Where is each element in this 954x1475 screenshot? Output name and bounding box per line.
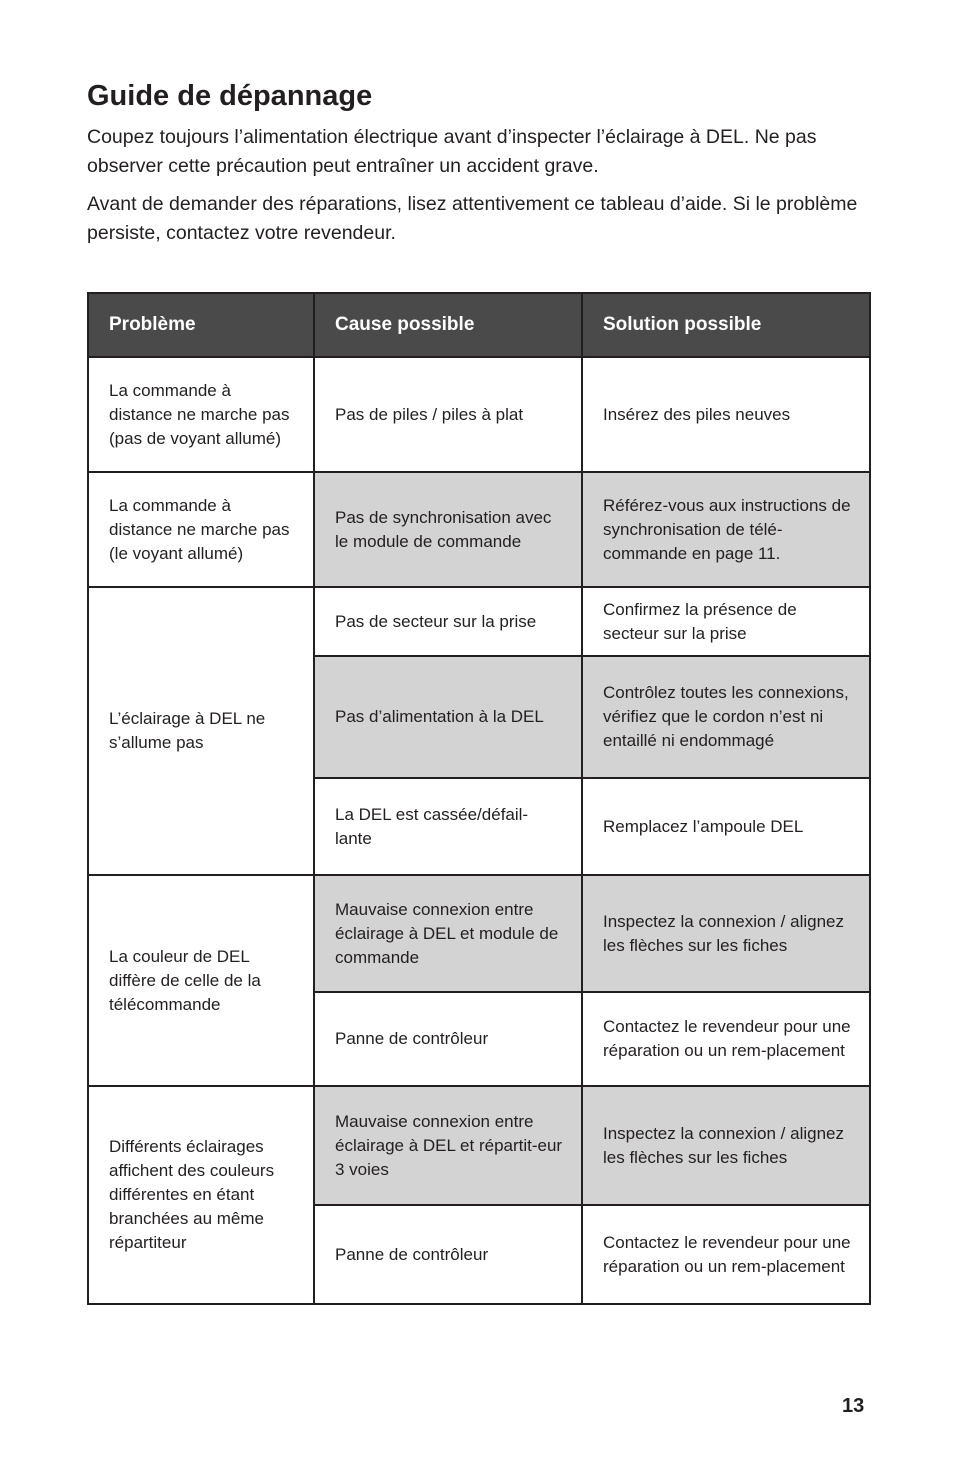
table-row	[88, 1086, 870, 1205]
cause-cell: Pas d’alimentation à la DEL	[314, 656, 582, 778]
solution-cell: Contactez le revendeur pour une réparation ou un rem-placement	[582, 1205, 870, 1304]
cause-cell: Mauvaise connexion entre éclairage à DEL et répartit-eur 3 voies	[314, 1086, 582, 1205]
table-row	[88, 357, 870, 472]
page-number: 13	[842, 1395, 865, 1417]
cause-cell: Pas de secteur sur la prise	[314, 587, 582, 656]
problem-cell: Différents éclairages affichent des couleurs différentes en étant branchées au même répartiteur	[88, 1086, 314, 1304]
cause-cell: Panne de contrôleur	[314, 992, 582, 1086]
cause-cell: La DEL est cassée/défail-lante	[314, 778, 582, 875]
intro-warning: Coupez toujours l’alimentation électrique avant d’inspecter l’éclairage à DEL. Ne pas observer cette précaution peut entraîner un accident grave.	[87, 126, 817, 177]
solution-cell: Contrôlez toutes les connexions, vérifiez que le cordon n’est ni entaillé ni endommagé	[582, 656, 870, 778]
header-cause: Cause possible	[314, 293, 582, 357]
problem-cell: La commande à distance ne marche pas (pas de voyant allumé)	[88, 357, 314, 472]
table-row	[88, 875, 870, 992]
solution-cell: Inspectez la connexion / alignez les flèches sur les fiches	[582, 875, 870, 992]
troubleshooting-table	[87, 292, 871, 1305]
solution-cell: Référez-vous aux instructions de synchronisation de télé-commande en page 11.	[582, 472, 870, 587]
problem-cell: L’éclairage à DEL ne s’allume pas	[88, 587, 314, 875]
table-row	[88, 472, 870, 587]
solution-cell: Contactez le revendeur pour une réparation ou un rem-placement	[582, 992, 870, 1086]
solution-cell: Confirmez la présence de secteur sur la prise	[582, 587, 870, 656]
cause-cell: Pas de synchronisation avec le module de commande	[314, 472, 582, 587]
problem-cell: La couleur de DEL diffère de celle de la télécommande	[88, 875, 314, 1086]
cause-cell: Pas de piles / piles à plat	[314, 357, 582, 472]
solution-cell: Insérez des piles neuves	[582, 357, 870, 472]
intro-instructions: Avant de demander des réparations, lisez attentivement ce tableau d’aide. Si le problème persiste, contactez votre revendeur.	[87, 193, 858, 244]
cause-cell: Panne de contrôleur	[314, 1205, 582, 1304]
table-row	[88, 587, 870, 656]
header-solution: Solution possible	[582, 293, 870, 357]
solution-cell: Inspectez la connexion / alignez les flèches sur les fiches	[582, 1086, 870, 1205]
header-problem: Problème	[88, 293, 314, 357]
solution-cell: Remplacez l’ampoule DEL	[582, 778, 870, 875]
cause-cell: Mauvaise connexion entre éclairage à DEL et module de commande	[314, 875, 582, 992]
problem-cell: La commande à distance ne marche pas (le voyant allumé)	[88, 472, 314, 587]
page-title: Guide de dépannage	[87, 80, 373, 112]
table-header-row	[88, 293, 870, 357]
